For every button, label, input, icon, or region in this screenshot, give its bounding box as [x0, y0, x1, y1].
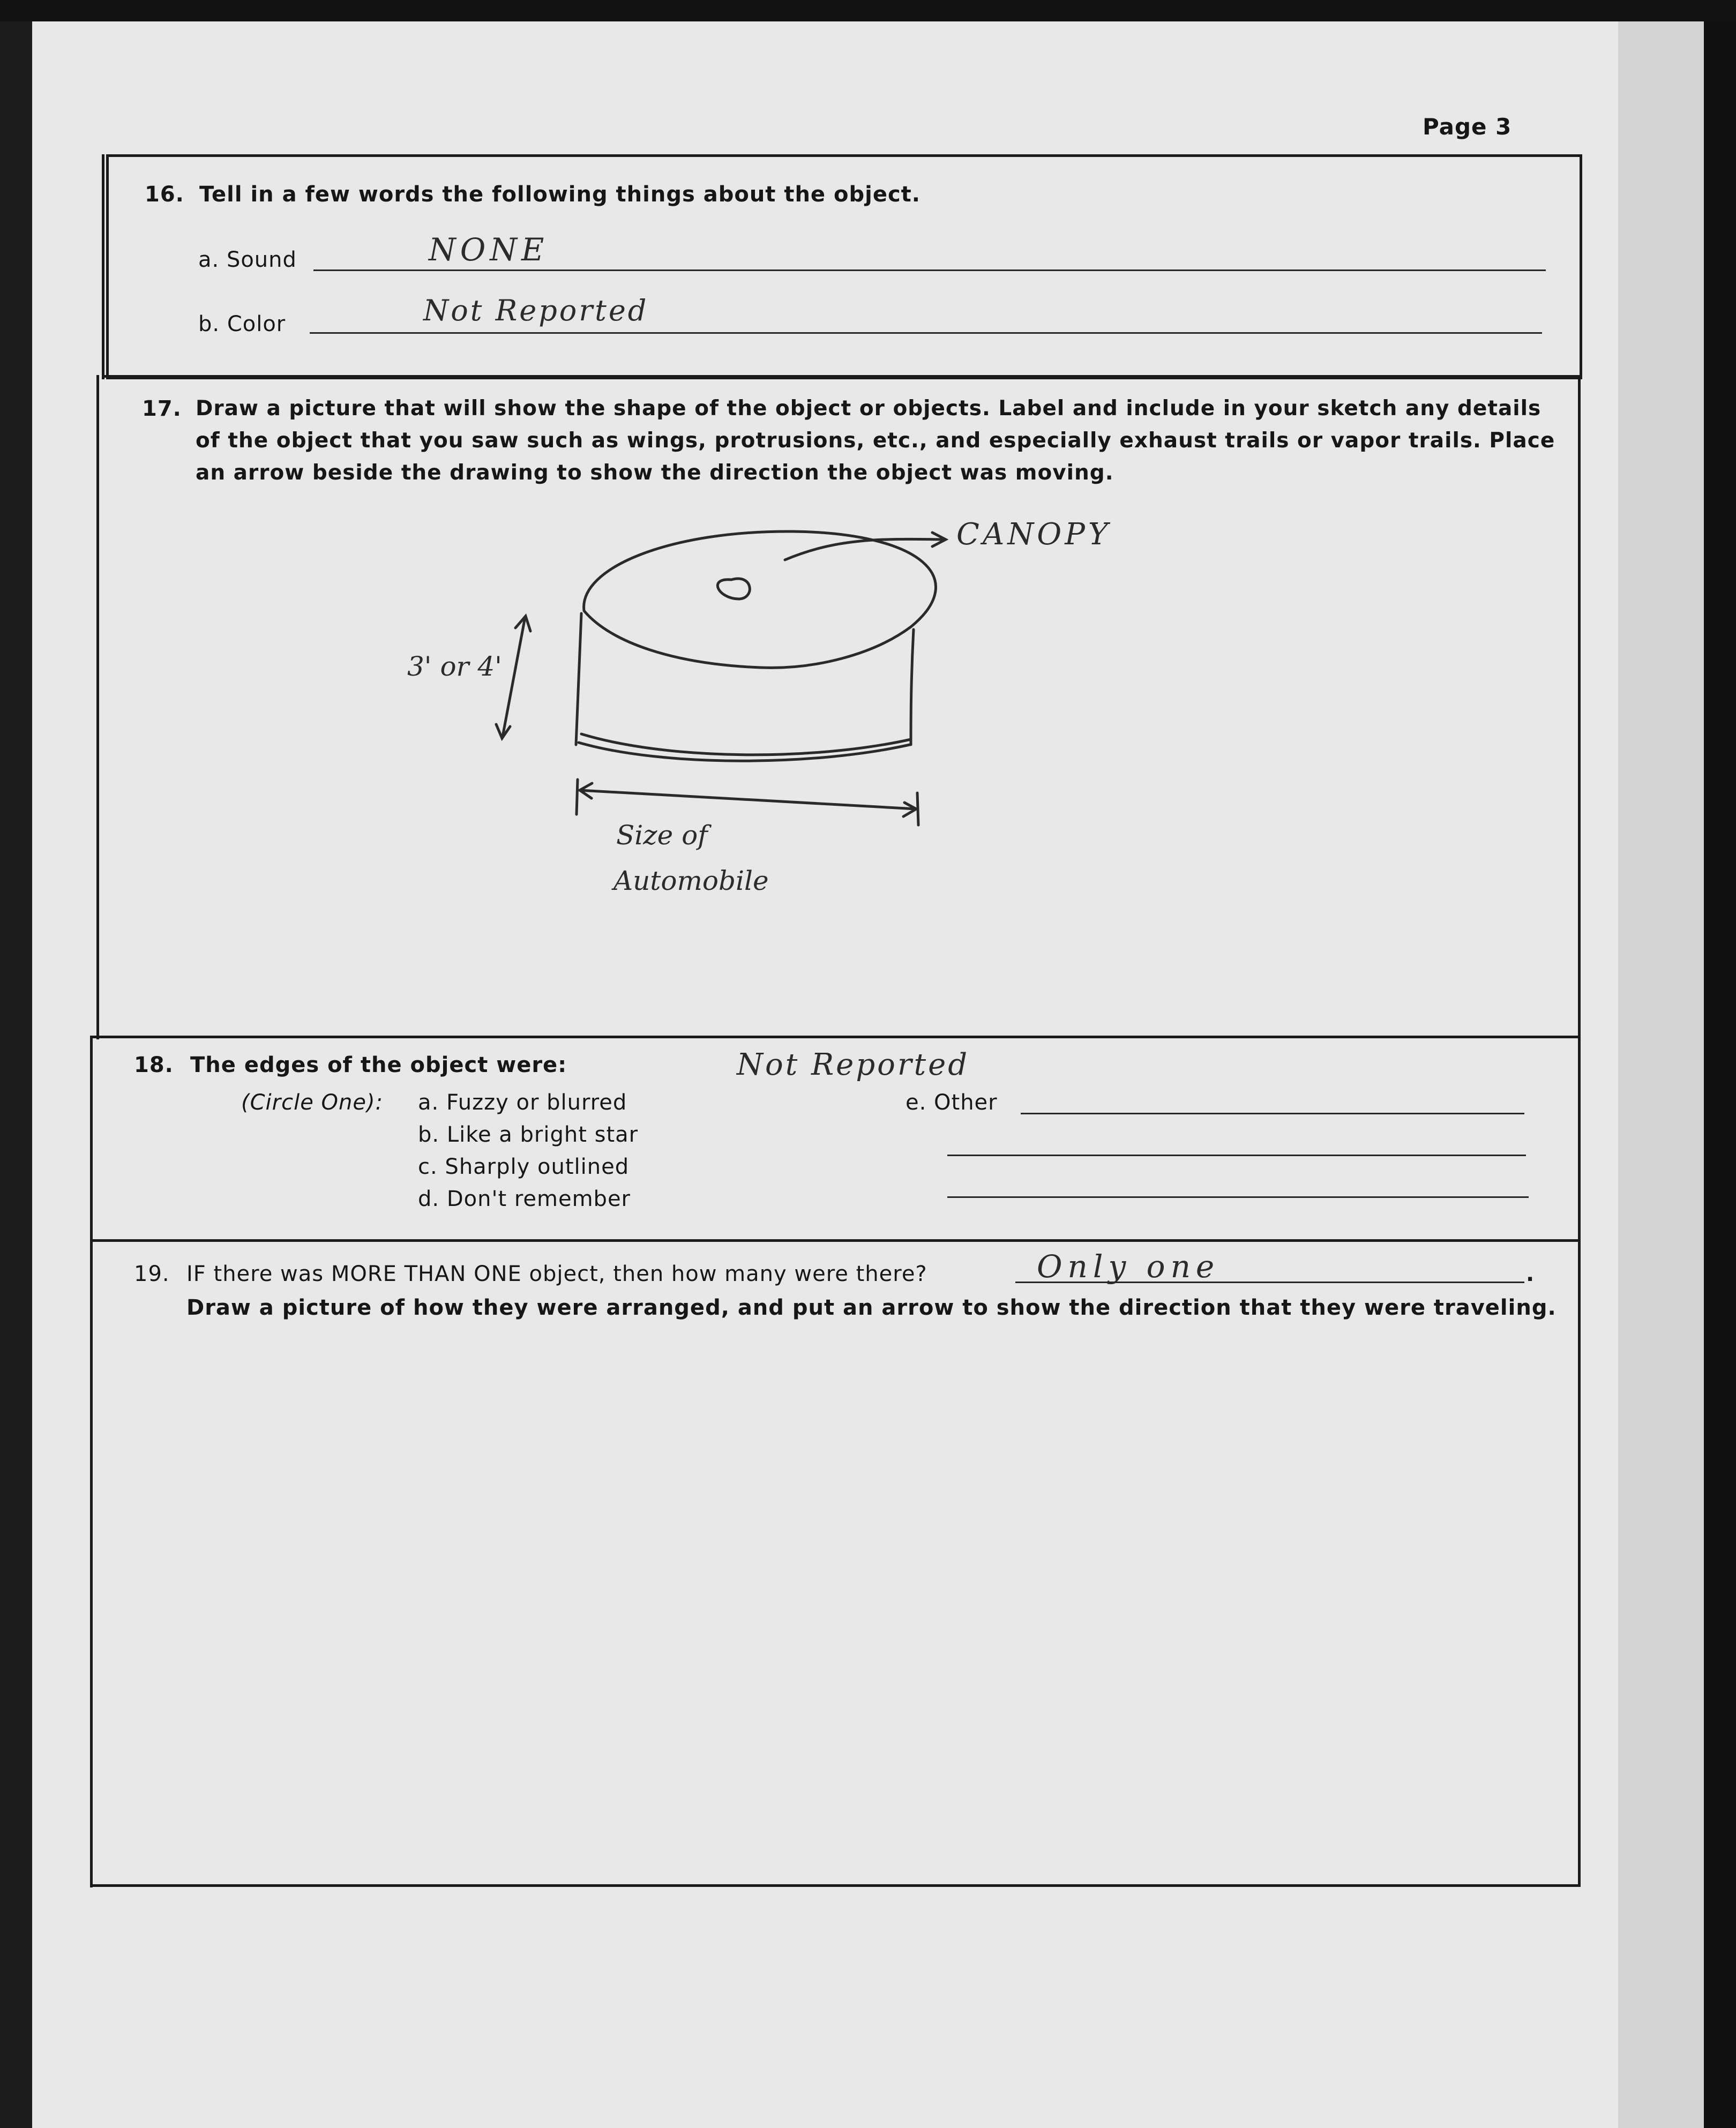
page-number: Page 3 [1423, 114, 1512, 140]
width-label-line-2: Automobile [613, 865, 769, 896]
scan-right-shadow [1618, 16, 1704, 2128]
q17-line-3: an arrow beside the drawing to show the direction the object was moving. [196, 461, 1114, 485]
canopy-shape [717, 579, 750, 599]
q18-other-line-1 [1021, 1113, 1524, 1114]
q16-color-answer: Not Reported [423, 294, 649, 327]
q18-option-b: b. Like a bright star [418, 1122, 639, 1147]
q18-q19-left-border [90, 1036, 93, 1887]
q19-answer: Only one [1037, 1248, 1220, 1285]
q18-prompt: The edges of the object were: [190, 1053, 567, 1077]
right-border [1578, 375, 1581, 1887]
cylinder-left-side [576, 613, 581, 745]
q18-answer: Not Reported [737, 1047, 970, 1082]
q18-top-rule [92, 1036, 1581, 1038]
q17-number: 17. [142, 396, 182, 421]
q16-color-label: b. Color [198, 312, 286, 336]
q17-left-border [96, 375, 99, 1039]
height-label: 3' or 4' [407, 651, 502, 682]
q19-line-2: Draw a picture of how they were arranged, and put an arrow to show the direction that they were traveling. [186, 1295, 1557, 1320]
q19-period: . [1526, 1262, 1535, 1286]
q16-left-border [102, 154, 104, 379]
q18-number: 18. [134, 1053, 174, 1077]
q18-option-a: a. Fuzzy or blurred [418, 1090, 627, 1115]
q16-sound-answer: NONE [429, 231, 549, 268]
object-sketch [375, 509, 1125, 927]
width-label-line-1: Size of [616, 820, 708, 851]
scan-left-edge [0, 0, 32, 2128]
canopy-label: CANOPY [956, 517, 1111, 552]
height-arrow [503, 617, 525, 737]
cylinder-top [584, 531, 936, 668]
q17-line-2: of the object that you saw such as wings, protrusions, etc., and especially exhaust trails or vapor trails. Place [196, 429, 1555, 453]
cylinder-right-side [911, 630, 914, 745]
q19-top-rule [91, 1239, 1581, 1242]
q19-prompt: IF there was MORE THAN ONE object, then how many were there? [186, 1262, 927, 1286]
q18-option-c: c. Sharply outlined [418, 1155, 630, 1179]
q19-number: 19. [134, 1262, 170, 1286]
q16-number: 16. [145, 182, 184, 207]
q18-circle-one: (Circle One): [241, 1090, 384, 1115]
cylinder-bottom [581, 734, 911, 755]
q17-line-1: Draw a picture that will show the shape of the object or objects. Label and include in your sketch any details [196, 396, 1542, 421]
q16-sound-label: a. Sound [198, 248, 297, 272]
q18-option-d: d. Don't remember [418, 1187, 631, 1211]
q18-other-line-2 [947, 1155, 1526, 1156]
scan-right-edge [1704, 0, 1736, 2128]
bottom-rule [90, 1884, 1581, 1887]
q17-top-rule [102, 375, 1581, 378]
q18-other-label: e. Other [906, 1090, 998, 1115]
scan-top-edge [0, 0, 1736, 21]
width-arrow [580, 790, 916, 809]
canopy-pointer [785, 539, 943, 560]
q18-other-line-3 [947, 1196, 1529, 1198]
q16-prompt: Tell in a few words the following things about the object. [199, 182, 921, 207]
q16-color-line [310, 332, 1542, 334]
q16-sound-line [313, 269, 1546, 271]
